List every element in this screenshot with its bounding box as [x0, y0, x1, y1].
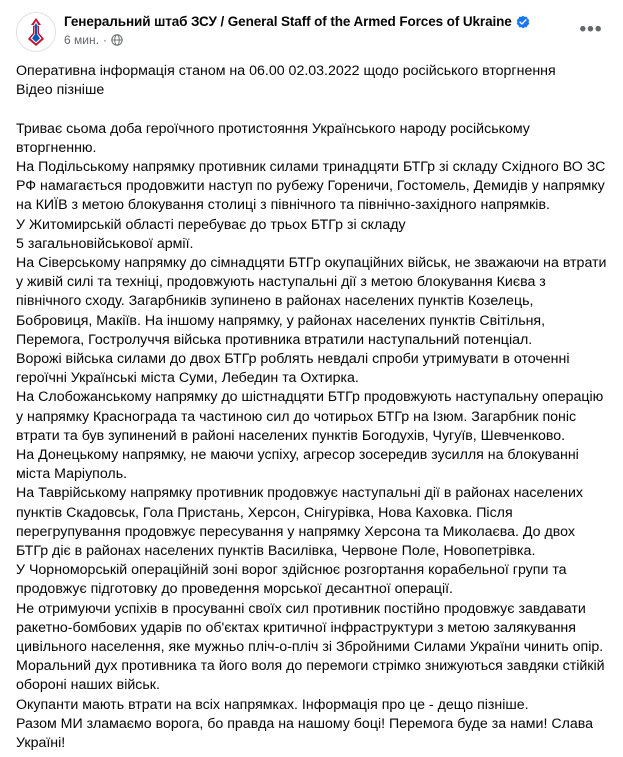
post-options-button[interactable]	[575, 14, 607, 46]
page-name-row	[64, 13, 607, 30]
ellipsis-icon: •••	[579, 19, 603, 40]
post-paragraph: Триває сьома доба героїчного протистояння Українського народу російському вторгненню.	[16, 120, 530, 156]
paragraph-spacer	[16, 100, 607, 119]
post-paragraph: На Сіверському напрямку до сімнадцяти БТГр окупаційних військ, не зважаючи на втрати у живій силі та техніці, продовжують наступальні дії з метою блокування Києва з північного сходу. Загарбників зупинено в районах населених пунктів Козелець, Бобровиця, Макіїв. На іншому напрямку, у районах населених пунктів Світільня, Перемога, Гостролуччя війська противника втратили наступальний потенціал.	[16, 255, 607, 348]
post-paragraph: Відео пізніше	[16, 82, 105, 99]
globe-icon	[111, 34, 123, 46]
post-paragraph: Окупанти мають втрати на всіх напрямках. Інформація про це - дещо пізніше.	[16, 696, 529, 713]
verified-badge-icon	[516, 15, 530, 29]
post-paragraph: На Таврійському напрямку противник продовжує наступальні дії в районах населених пунктів Скадовськ, Гола Пристань, Херсон, Снігурівка, Нова Каховка. Після перегрупування продовжує пересування у напрямку Херсона та Миколаєва. До двох БТГр діє в районах населених пунктів Василівка, Червоне Поле, Новопетрівка.	[16, 485, 583, 560]
post-timestamp[interactable]: 6 мин.	[64, 33, 99, 47]
post-paragraph: 5 загальновійськової армії.	[16, 235, 194, 252]
post-paragraph: Ворожі війська силами до двох БТГр роблять невдалі спроби утримувати в оточенні героїчні Українські міста Суми, Лебедин та Охтирка.	[16, 351, 570, 387]
post-paragraph: Разом МИ зламаємо ворога, бо правда на нашому боці! Перемога буде за нами! Слава Україні!	[16, 715, 594, 752]
post-paragraph: Оперативна інформація станом на 06.00 02.03.2022 щодо російського вторгнення	[16, 63, 556, 79]
general-staff-emblem-icon	[17, 13, 55, 51]
post-paragraph: На Подільському напрямку противник силами тринадцяти БТГр зі складу Східного ВО ЗС РФ намагається продовжити наступ по рубежу Гореничи, Гостомель, Демидів у напрямку на КИЇВ з метою блокування столиці з північного та північно-західного напрямків.	[16, 159, 606, 214]
post-paragraph: Не отримуючи успіхів в просуванні своїх сил противник постійно продовжує завдавати ракетно-бомбових ударів по об'єктах критичної інфраструктури з метою залякування цивільного населення, яке мужньо пліч-о-пліч зі Збройними Силами України чинить опір. Моральний дух противника та його воля до перемоги стрімко знижуються завдяки стійкій обороні наших військ.	[16, 600, 605, 694]
post-paragraph: У Чорноморській операційній зоні ворог здійснює розгортання корабельної групи та продовжує підготовку до проведення морської десантної операції.	[16, 562, 567, 598]
post-header-text	[64, 12, 607, 47]
post-paragraph: На Донецькому напрямку, не маючи успіху, агресор зосередив зусилля на блокуванні міста Маріуполь.	[16, 447, 579, 483]
page-name[interactable]: Генеральний штаб ЗСУ / General Staff of the Armed Forces of Ukraine	[64, 14, 512, 29]
post-header	[16, 12, 607, 52]
avatar[interactable]	[16, 12, 56, 52]
post-meta	[64, 33, 607, 47]
post-paragraph: На Слобожанському напрямку до шістнадцяти БТГр продовжують наступальну операцію у напрямку Краснограда та частиною сил до чотирьох БТГр на Ізюм. Загарбник поніс втрати та був зупинений в районі населених пунктів Богодухів, Чугуїв, Шевченково.	[16, 389, 604, 444]
post-body	[16, 62, 607, 757]
post-paragraph: У Житомирській області перебуває до трьох БТГр зі складу	[16, 216, 406, 233]
meta-separator: ·	[102, 33, 107, 47]
